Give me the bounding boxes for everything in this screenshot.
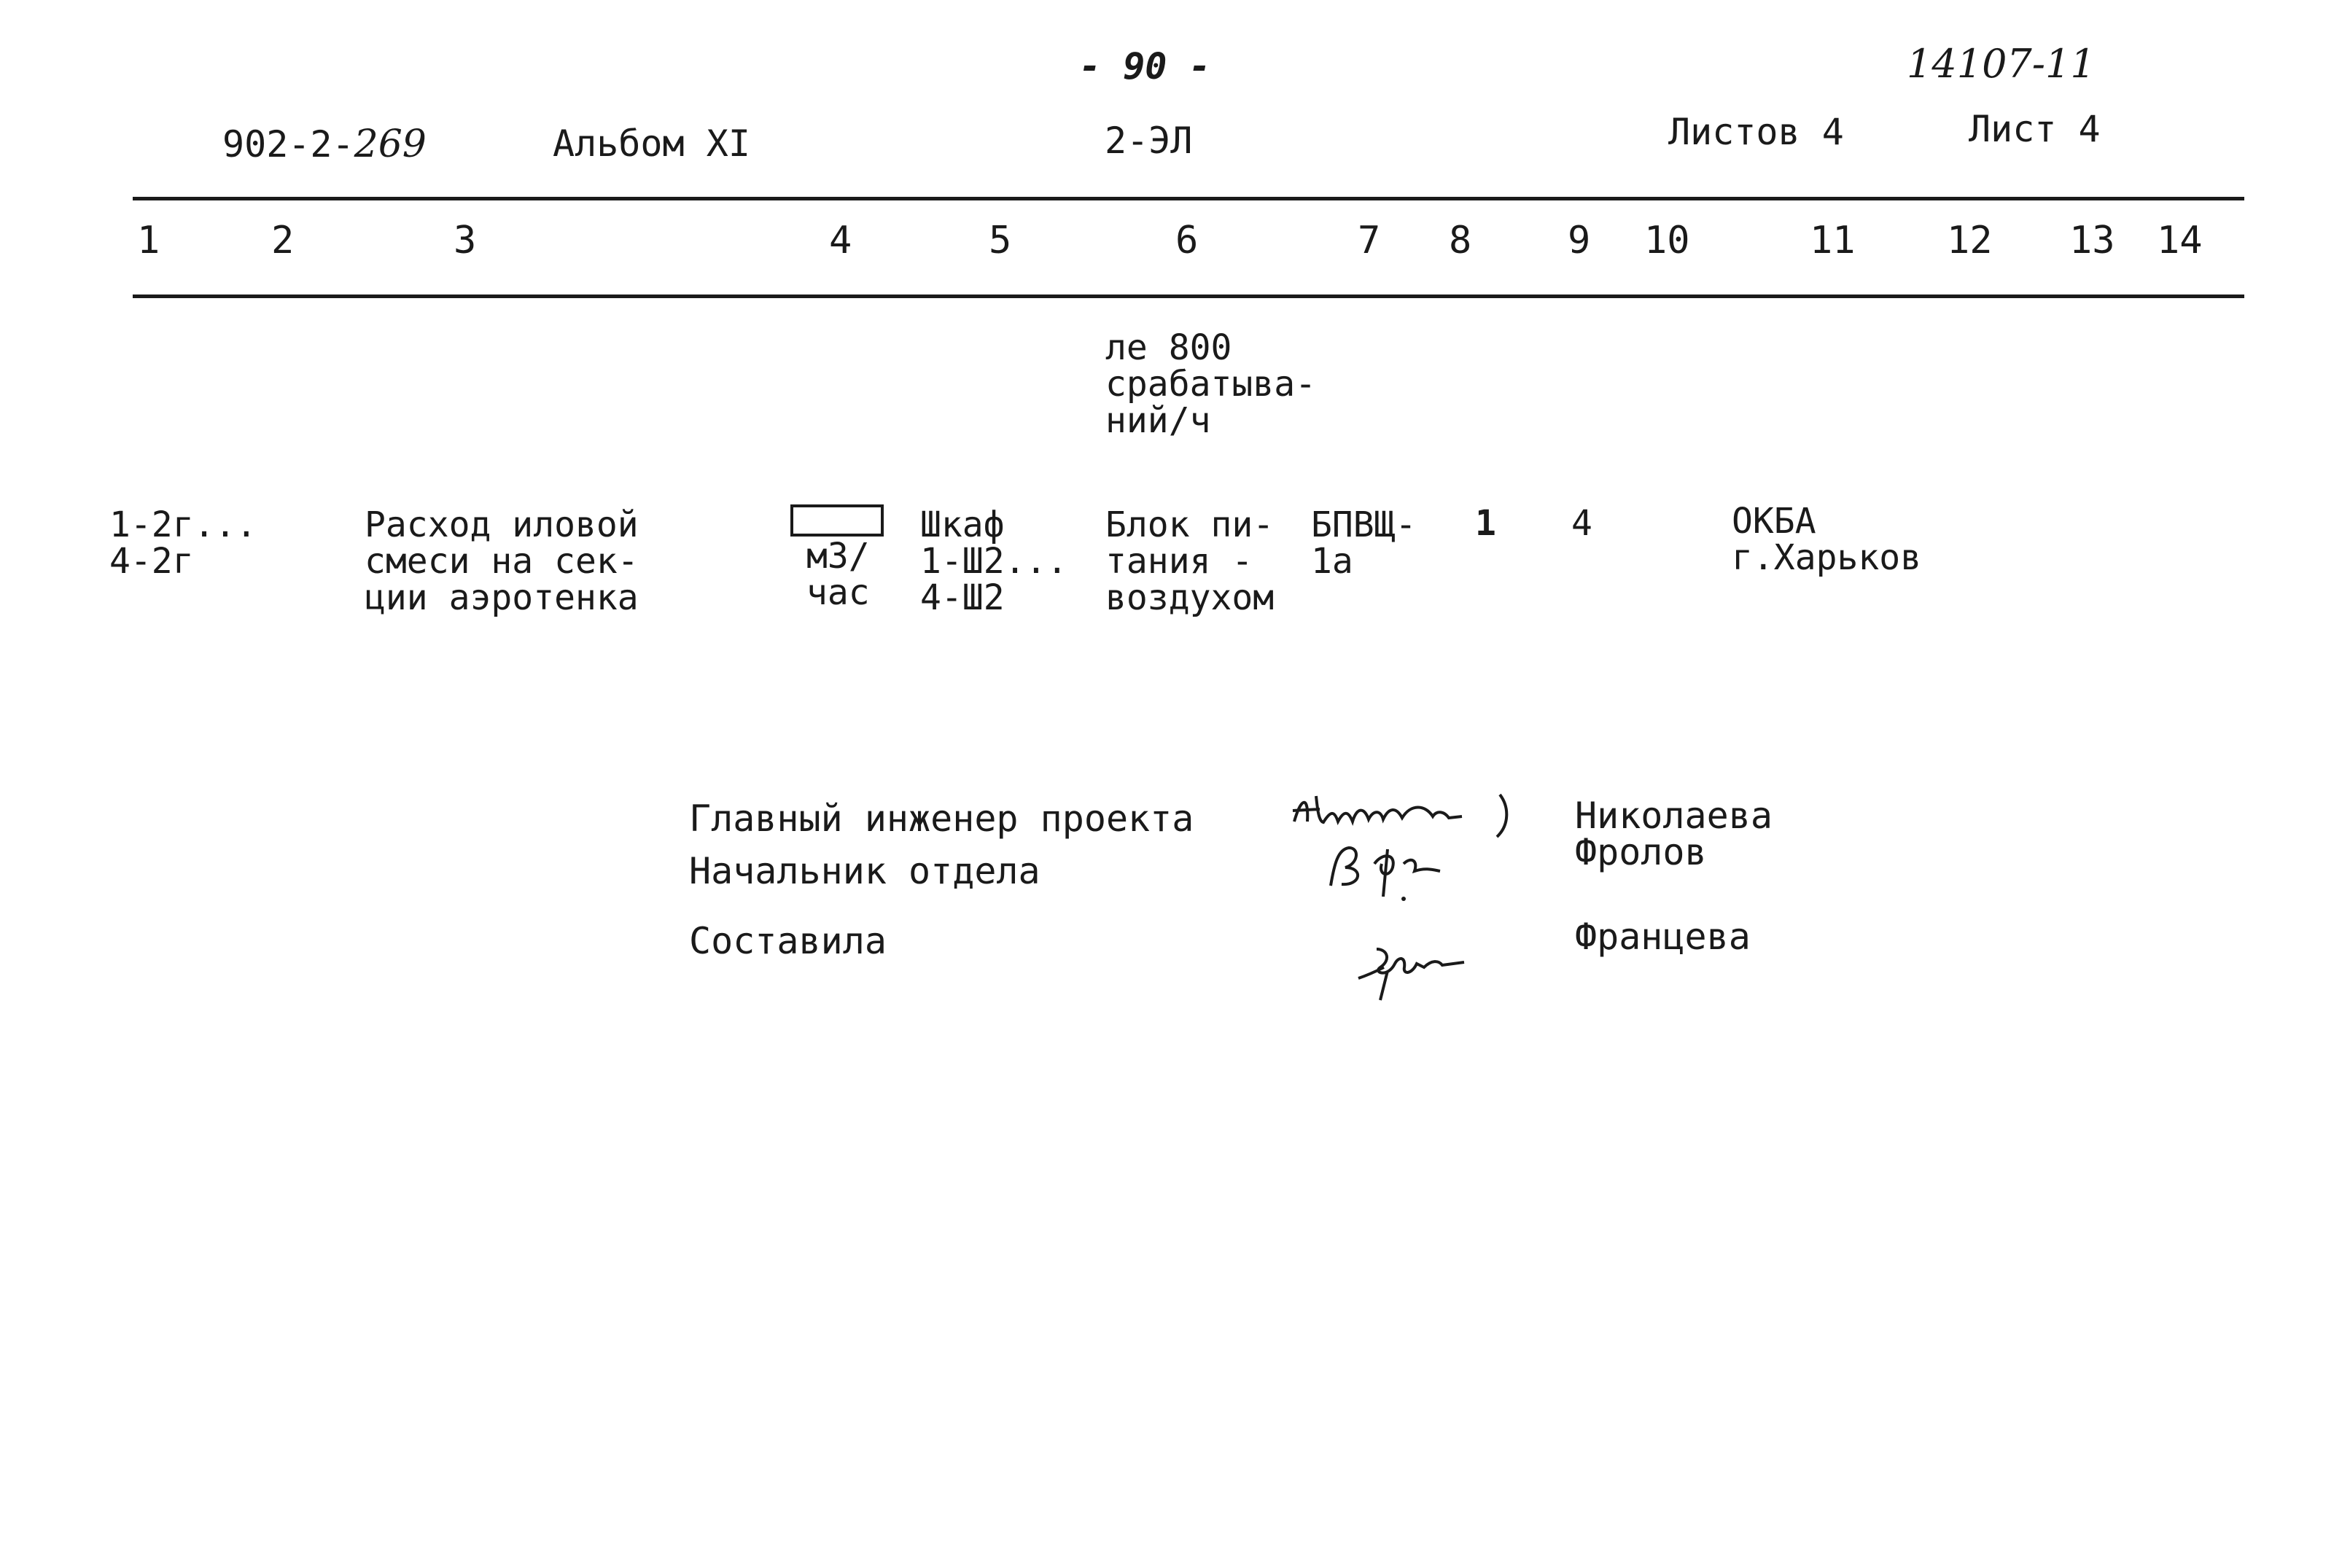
column-number: 11: [1810, 219, 1856, 262]
unit-text: м3/ час: [806, 536, 870, 613]
sheets-total: Листов 4: [1668, 111, 1844, 153]
signature-role-compiler: Составила: [689, 920, 887, 962]
cell-manufacturer: ОКБА г.Харьков: [1732, 501, 1922, 578]
column-number: 2: [271, 219, 295, 262]
project-code: [222, 122, 427, 166]
table-top-rule: [133, 197, 2244, 200]
table-header-rule: [133, 295, 2244, 298]
inventory-number: 14107-11: [1907, 41, 2096, 87]
column-number: 9: [1568, 219, 1591, 262]
column-number: 7: [1358, 219, 1381, 262]
signature-role-department-head: Начальник отдела: [689, 850, 1040, 892]
cell-unit: [790, 504, 884, 611]
column-number: 13: [2069, 219, 2115, 262]
unit-box-symbol: [790, 504, 884, 537]
cell-location: Шкаф 1-Ш2... 4-Ш2: [920, 504, 1068, 618]
column-number: 5: [989, 219, 1012, 262]
page-number: - 90 -: [1079, 45, 1211, 87]
cell-quantity: 1: [1475, 503, 1496, 544]
column-number: 10: [1644, 219, 1690, 262]
signature-name-chief-engineer: Николаева: [1575, 795, 1773, 837]
handwritten-signature-1: [1287, 781, 1528, 840]
column-number: 14: [2157, 219, 2203, 262]
cell-position: 1-2г... 4-2г: [109, 504, 257, 582]
sheet-number: Лист 4: [1969, 108, 2101, 150]
handwritten-signature-3: [1355, 935, 1486, 1007]
signature-name-department-head: Фролов: [1575, 831, 1707, 873]
cell-total: 4: [1571, 503, 1592, 544]
project-code-printed: 902-2-: [222, 123, 354, 165]
signature-role-chief-engineer: Главный инженер проекта: [689, 797, 1194, 840]
cell-continuation-col6: ле 800 срабатыва- ний/ч: [1105, 327, 1316, 441]
column-number: 1: [137, 219, 160, 262]
column-number: 6: [1175, 219, 1199, 262]
project-code-handwritten: 269: [354, 122, 427, 166]
handwritten-signature-2: [1323, 835, 1462, 904]
cell-parameter: Расход иловой смеси на сек- ции аэротенка: [365, 504, 639, 618]
column-number: 4: [829, 219, 852, 262]
column-number: 3: [454, 219, 477, 262]
album-label: Альбом XI: [553, 122, 750, 165]
signature-name-compiler: Францева: [1575, 916, 1751, 958]
cell-device-type: БПВЩ- 1а: [1311, 504, 1417, 582]
sheet-code: 2-ЭЛ: [1105, 120, 1193, 162]
cell-device-name: Блок пи- тания - воздухом: [1105, 504, 1275, 618]
column-number: 8: [1449, 219, 1472, 262]
column-number: 12: [1947, 219, 1993, 262]
